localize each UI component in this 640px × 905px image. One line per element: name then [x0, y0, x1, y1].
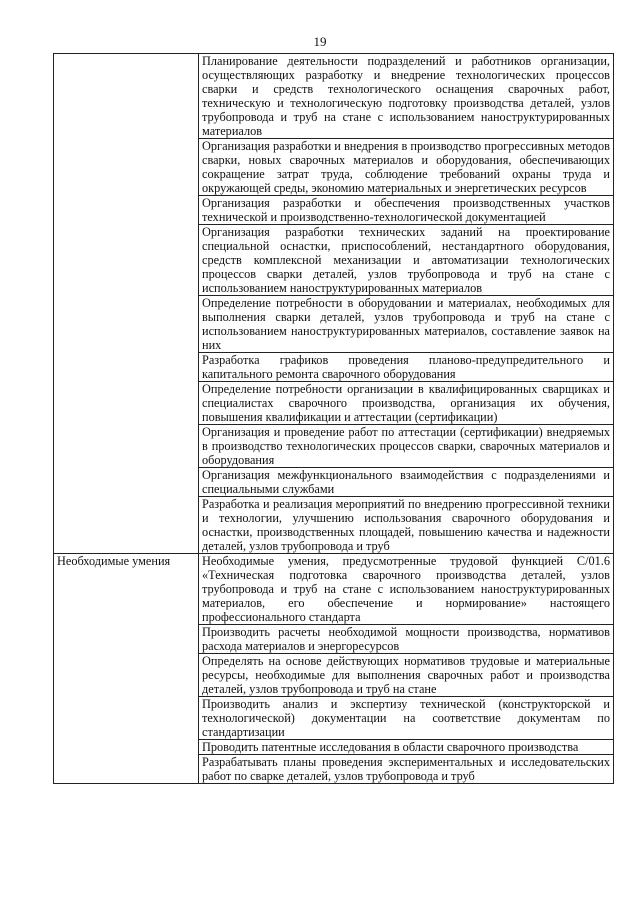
table-cell: Организация разработки и обеспечения производственных участков технической и производственно-технологической документацией	[199, 196, 614, 225]
table-cell: Организация и проведение работ по аттестации (сертификации) внедряемых в производство технологических процессов сварки, сварочных материалов и оборудования	[199, 425, 614, 468]
row-label-cell: Необходимые умения	[54, 554, 199, 784]
table-cell: Разработка графиков проведения планово-предупредительного и капитального ремонта сварочного оборудования	[199, 353, 614, 382]
table-cell: Планирование деятельности подразделений и работников организации, осуществляющих разработку и внедрение технологических процессов сварки и средств технологического оснащения сварочных работ, техническую и технологическую подготовку производства деталей, узлов трубопровода и труб на стане с использованием наноструктурированных материалов	[199, 54, 614, 139]
table-cell: Производить расчеты необходимой мощности производства, нормативов расхода материалов и энергоресурсов	[199, 625, 614, 654]
table-cell: Определять на основе действующих нормативов трудовые и материальные ресурсы, необходимые для выполнения сварочных работ и производства деталей, узлов трубопровода и труб на стане	[199, 654, 614, 697]
table-cell: Разработка и реализация мероприятий по внедрению прогрессивной техники и технологии, улучшению использования сварочного оборудования и оснастки, производственных площадей, повышению качества и надежности деталей, узлов трубопровода и труб	[199, 497, 614, 554]
table-cell: Определение потребности организации в квалифицированных сварщиках и специалистах сварочного производства, организация их обучения, повышения квалификации и аттестации (сертификации)	[199, 382, 614, 425]
table-cell: Необходимые умения, предусмотренные трудовой функцией C/01.6 «Техническая подготовка сварочного производства деталей, узлов трубопровода и труб на стане с использованием наноструктурированных материалов, его обеспечение и нормирование» настоящего профессионального стандарта	[199, 554, 614, 625]
table-cell: Организация разработки технических заданий на проектирование специальной оснастки, приспособлений, нестандартного оборудования, средств комплексной механизации и автоматизации технологических процессов сварки деталей, узлов трубопровода и труб на стане с использованием наноструктурированных материалов	[199, 225, 614, 296]
page-number: 19	[313, 34, 327, 49]
row-label-cell	[54, 54, 199, 554]
table-cell: Производить анализ и экспертизу технической (конструкторской и технологической) документации на соответствие документам по стандартизации	[199, 697, 614, 740]
table-row	[54, 554, 614, 625]
table-cell: Определение потребности в оборудовании и материалах, необходимых для выполнения сварки деталей, узлов трубопровода и труб на стане с использованием наноструктурированных материалов, составление заявок на них	[199, 296, 614, 353]
table-cell: Проводить патентные исследования в области сварочного производства	[199, 740, 614, 755]
table-cell: Организация разработки и внедрения в производство прогрессивных методов сварки, новых сварочных материалов и оборудования, обеспечивающих сокращение затрат труда, соблюдение требований охраны труда и окружающей среды, экономию материальных и энергетических ресурсов	[199, 139, 614, 196]
table-cell: Организация межфункционального взаимодействия с подразделениями и специальными службами	[199, 468, 614, 497]
table-cell: Разрабатывать планы проведения экспериментальных и исследовательских работ по сварке деталей, узлов трубопровода и труб	[199, 755, 614, 784]
table-row	[54, 54, 614, 139]
requirements-table	[53, 53, 614, 784]
